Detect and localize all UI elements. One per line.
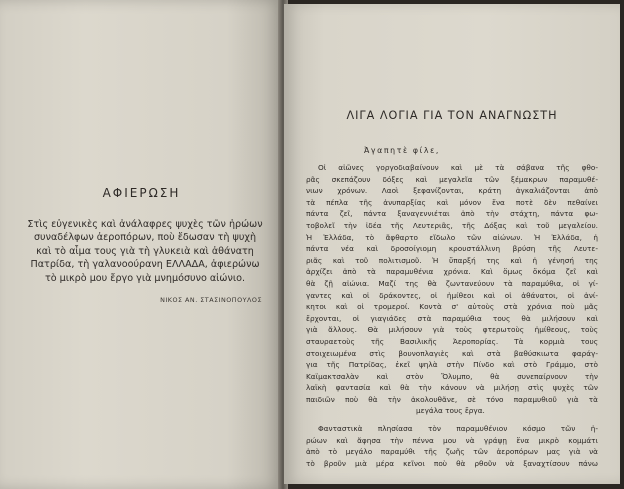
preface-line: τοβολεῖ τὴν ἰδέα τῆς Λευτεριᾶς, τῆς Δόξας καὶ τοῦ μεγαλείου. bbox=[306, 220, 598, 230]
preface-line: ρᾶς σκεπάζουν δόξες καὶ μεγαλεῖα τῶν ξέμακρων παραμυθέ- bbox=[306, 174, 598, 184]
preface-line: ἔρχονται, οἱ γιαγιάδες στὰ παραμύθια τους θὰ μιλήσουν καὶ bbox=[306, 313, 598, 323]
preface-greeting: Ἀγαπητὲ φίλε, bbox=[364, 146, 440, 155]
preface-title: ΛΙΓΑ ΛΟΓΙΑ ΓΙΑ ΤΟΝ ΑΝΑΓΝΩΣΤΗ bbox=[346, 109, 558, 122]
preface-line: σταυραετοὺς τῆς Βασιλικῆς Ἀεροπορίας. Τὰ κορμιὰ τους bbox=[306, 336, 598, 346]
dedication-signature: ΝΙΚΟΣ ΑΝ. ΣΤΑΣΙΝΟΠΟΥΛΟΣ bbox=[160, 296, 262, 304]
preface-line: παιδιῶν ποὺ θὰ τὴν ἀκολουθᾶνε, σὲ τόνο παραμυθιοῦ γιὰ τὰ bbox=[306, 394, 598, 404]
preface-line: θὰ ζῇ αἰώνια. Μαζί της θὰ ζωντανεύουν τὰ παραμύθια, οἱ γί- bbox=[306, 278, 598, 288]
dedication-line: συναδέλφων ἀεροπόρων, ποὺ ἔδωσαν τὴ ψυχὴ bbox=[33, 232, 257, 244]
preface-line: νιων χρόνων. Λαοὶ ξεφανίζονται, κράτη ἀγκαλιάζονται ἀπὸ bbox=[306, 186, 598, 196]
preface-line: Οἱ αἰῶνες γοργοδιαβαίνουν καὶ μὲ τὰ σάβανα τῆς φθο- bbox=[318, 163, 598, 172]
preface-line: λαϊκὴ φαντασία καὶ θὰ τὴν κάνουν νὰ μιλήσῃ στὶς ψυχὲς τῶν bbox=[306, 383, 598, 393]
preface-line: γαντες καὶ οἱ δράκοντες, οἱ ἡμίθεοι καὶ οἱ ἀθάνατοι, οἱ ἀνί- bbox=[306, 290, 598, 300]
dedication-line: καὶ τὸ αἷμα τους γιὰ τὴ γλυκειὰ καὶ ἀθάνατη bbox=[36, 245, 254, 257]
dedication-title: ΑΦΙΕΡΩΣΗ bbox=[102, 186, 181, 200]
preface-line: ρώων καὶ ἄφησα τὴν πέννα μου νὰ γράψῃ ἕνα μικρὸ κομμάτι bbox=[306, 435, 598, 445]
preface-line: πάντα νέα καὶ δροσοίγιομη κρουστάλλινη βρύση τῆς Λευτε- bbox=[306, 244, 598, 254]
preface-line: τὰ πέπλα τῆς ἀνυπαρξίας καὶ μόνον ἕνα ποτὲ δὲν πεθαίνει bbox=[306, 197, 598, 207]
dedication-line: τὸ μικρὸ μου ἔργο γιὰ μνημόσυνο αἰώνιο. bbox=[44, 272, 245, 284]
preface-line: στοιχειωμένα στὶς βουνοπλαγιὲς καὶ στὰ βαθύσκιωτα φαράγ- bbox=[306, 348, 598, 358]
preface-body bbox=[306, 162, 598, 469]
preface-line: Ἡ Ἑλλάδα, τὸ ἄφθαρτο εἴδωλο τῶν αἰώνων. Ἡ Ἑλλάδα, ἡ bbox=[306, 232, 598, 242]
preface-line: κητοι καὶ οἱ τρομεροί. Κοντὰ σ' αὐτοὺς στὰ χρόνια ποὺ μᾶς bbox=[306, 302, 598, 312]
preface-line: Καϊμακτσαλὰν καὶ στὸν Ὄλυμπο, θὰ συνεπαίρνουν τὴν bbox=[306, 371, 598, 381]
preface-line: τὸ βροῦν μιὰ μέρα κεῖνοι ποὺ θὰ ρθοῦν νὰ ξαναχτίσουν πάνω bbox=[306, 458, 598, 468]
preface-line: ἀρχίζει ἀπὸ τὰ παραμυθένια χρόνια. Καὶ ὅμως ὅκόμα ζεῖ καὶ bbox=[306, 267, 598, 277]
dedication-line: Στὶς εὐγενικὲς καὶ ἀνάλαφρες ψυχὲς τῶν ἡρώων bbox=[27, 219, 263, 230]
preface-line: ριᾶς καὶ τοῦ πολιτισμοῦ. Ἡ ὕπαρξή της καὶ ἡ γένησή της bbox=[306, 255, 598, 265]
dedication-line: Πατρίδα, τὴ γαλανοούρανη ΕΛΛΑΔΑ, ἀφιερώνω bbox=[30, 259, 260, 271]
preface-line: γιὰ ἄλλους. Θὰ μιλήσουν γιὰ τοὺς φτερωτοὺς ἡμίθεους, τοὺς bbox=[306, 325, 598, 335]
dedication-text bbox=[22, 218, 268, 285]
preface-line: πάντα ζεῖ, πάντα ξαναγεννιέται ἀπὸ τὴν στάχτη, πάντα φω- bbox=[306, 209, 598, 219]
preface-line: μεγάλα τους ἔργα. bbox=[416, 406, 485, 416]
preface-line: Φανταστικὰ πλησίασα τὸν παραμυθένιον κόσμο τῶν ἡ- bbox=[318, 424, 598, 434]
preface-line: ἀπὸ τὸ μεγάλο παραμύθι τῆς ζωῆς τῶν ἀεροπόρων μας γιὰ νὰ bbox=[306, 447, 598, 457]
preface-line: για τῆς Πατρίδας, ἐκεῖ ψηλὰ στὴν Πίνδο καὶ στὸ Γράμμο, στὸ bbox=[306, 360, 598, 370]
